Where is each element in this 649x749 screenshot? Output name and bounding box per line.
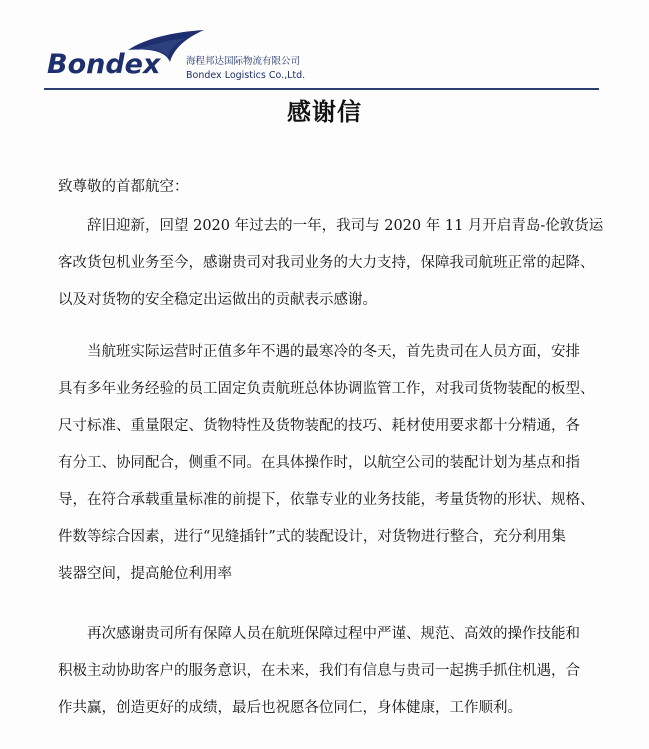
paragraph-line: 件数等综合因素，进行“见缝插针”式的装配设计，对货物进行整合，充分利用集: [58, 529, 566, 545]
paragraph-line: 客改货包机业务至今，感谢贵司对我司业务的大力支持，保障我司航班正常的起降、: [58, 255, 595, 271]
bondex-logo-text: Bondex: [47, 49, 161, 80]
paragraph-line: 导，在符合承载重量标准的前提下，依靠专业的业务技能，考量货物的形状、规格、: [58, 492, 595, 508]
company-name-en: Bondex Logistics Co.,Ltd.: [186, 70, 306, 81]
paragraph-line: 有分工、协同配合，侧重不同。在具体操作时，以航空公司的装配计划为基点和指: [58, 455, 580, 471]
paragraph-line: 具有多年业务经验的员工固定负责航班总体协调监管工作，对我司货物装配的板型、: [58, 381, 595, 397]
paragraph-line: 积极主动协助客户的服务意识，在未来，我们有信息与贵司一起携手抓住机遇，合: [58, 663, 580, 679]
paragraph-line: 尺寸标准、重量限定、货物特性及货物装配的技巧、耗材使用要求都十分精通，各: [58, 418, 580, 434]
paragraph-line: 作共赢，创造更好的成绩，最后也祝愿各位同仁，身体健康，工作顺利。: [58, 700, 522, 716]
letter-title: 感谢信: [287, 98, 362, 126]
paragraph-line: 装器空间，提高舱位利用率: [58, 566, 232, 582]
paragraph-line: 以及对货物的安全稳定出运做出的贡献表示感谢。: [58, 292, 377, 308]
letterhead-divider: [44, 88, 599, 90]
paragraph-line: 辞旧迎新，回望 2020 年过去的一年，我司与 2020 年 11 月开启青岛-伦敦货运: [87, 218, 604, 234]
paragraph-line: 再次感谢贵司所有保障人员在航班保障过程中严谨、规范、高效的操作技能和: [87, 626, 580, 642]
salutation: 致尊敬的首都航空：: [58, 179, 189, 195]
paragraph-line: 当航班实际运营时正值多年不遇的最寒冷的冬天，首先贵司在人员方面，安排: [87, 344, 580, 360]
company-name-cn: 海程邦达国际物流有限公司: [186, 56, 301, 67]
